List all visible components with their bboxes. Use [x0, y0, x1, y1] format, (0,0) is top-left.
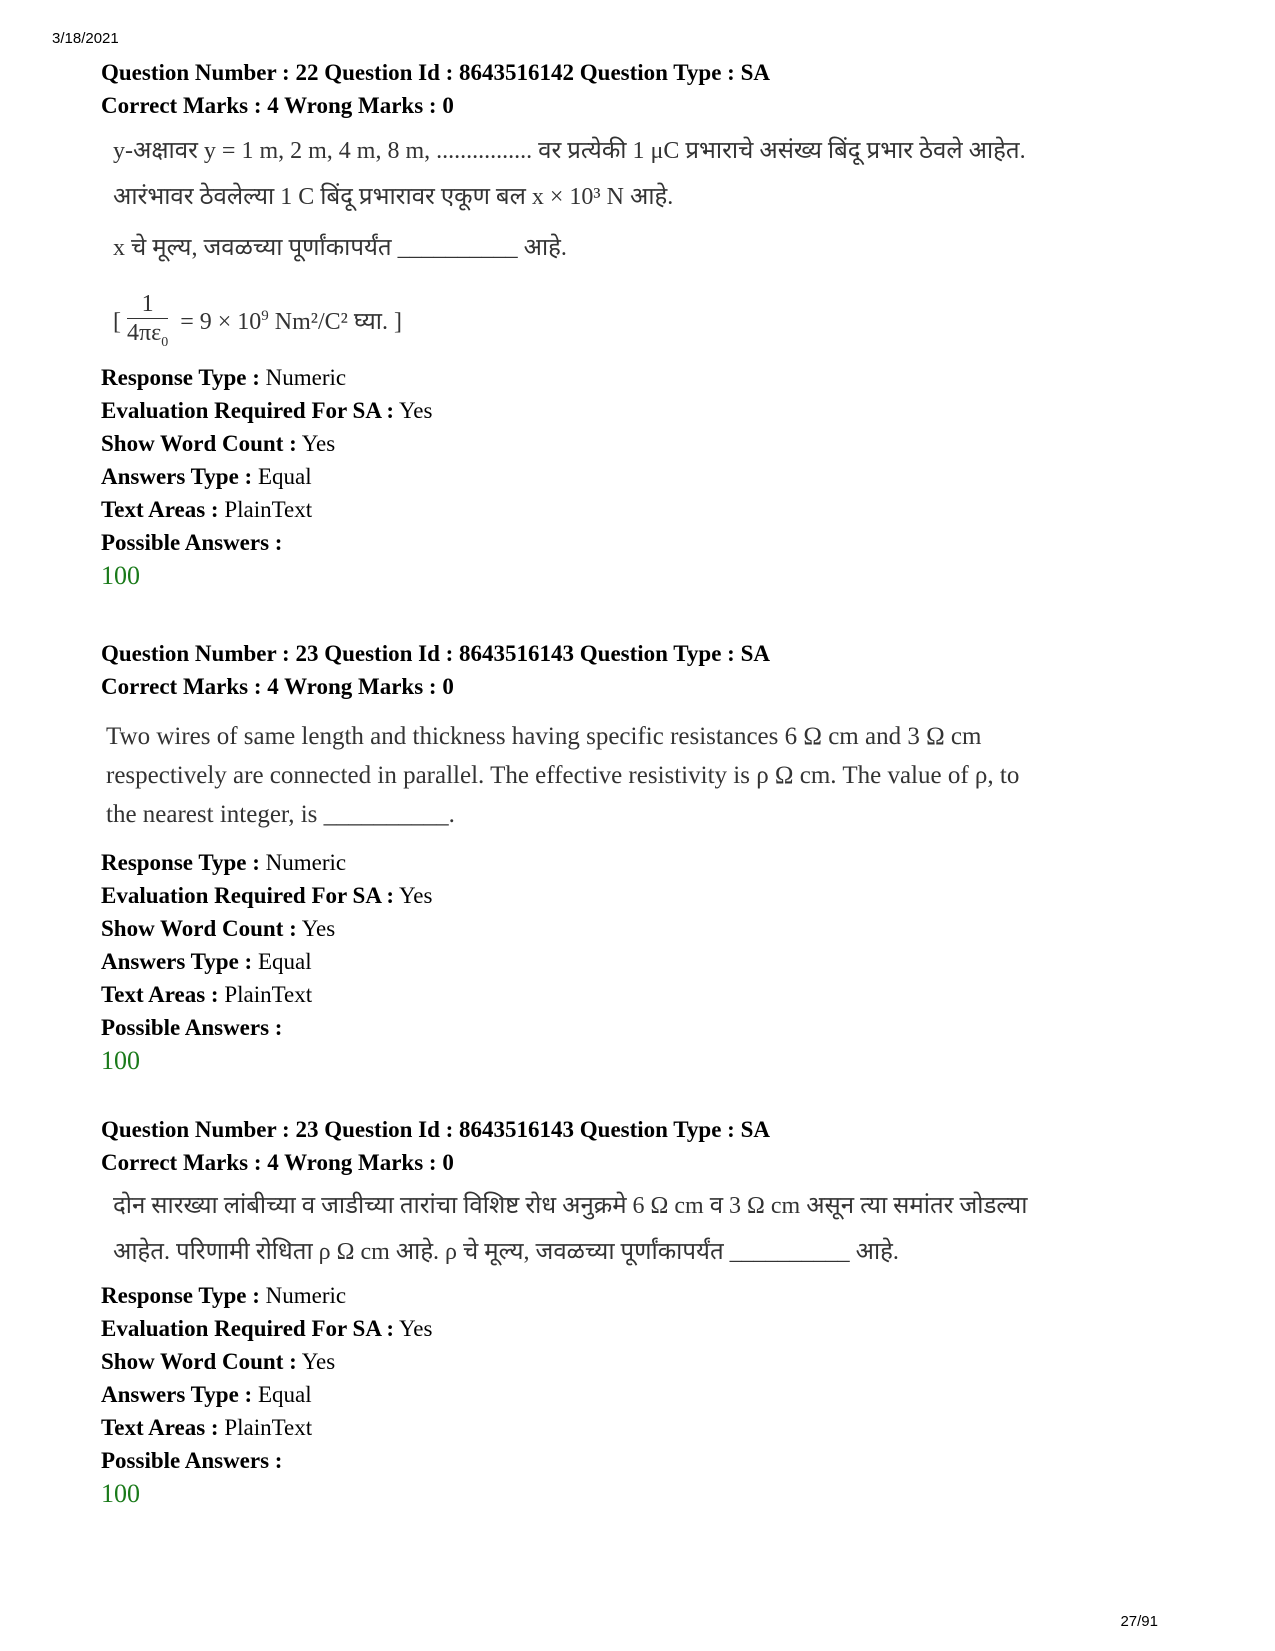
question-text-line: आहेत. परिणामी रोधिता ρ Ω cm आहे. ρ चे मूल्य, जवळच्या पूर्णांकापर्यंत __________ आहे. — [113, 1239, 899, 1265]
question-text-line: y-अक्षावर y = 1 m, 2 m, 4 m, 8 m, ................ वर प्रत्येकी 1 μC प्रभाराचे असंख्य बिंदू प्रभार ठेवले आहेत. — [113, 138, 1026, 164]
formula-open-bracket: [ — [113, 309, 121, 335]
question-title: Question Number : 22 Question Id : 8643516142 Question Type : SA — [101, 60, 770, 85]
question-text-line: respectively are connected in parallel. The effective resistivity is ρ Ω cm. The value of ρ, to — [106, 762, 1020, 789]
question-title: Question Number : 23 Question Id : 8643516143 Question Type : SA — [101, 641, 770, 666]
show-word-count: Yes — [301, 430, 336, 456]
question-title: Question Number : 23 Question Id : 8643516143 Question Type : SA — [101, 1117, 770, 1142]
show-word-count: Yes — [301, 1349, 336, 1374]
response-type: Numeric — [265, 1283, 347, 1308]
evaluation-required: Yes — [399, 397, 433, 423]
possible-answers-label: Possible Answers : — [101, 529, 283, 555]
possible-answer-value: 100 — [101, 1046, 140, 1075]
text-areas: PlainText — [224, 1415, 313, 1440]
answers-type: Equal — [257, 463, 312, 489]
question-meta: Response Type : Numeric Evaluation Required For SA : Yes Show Word Count : Yes Answers Type : Equal Text Areas : PlainText Possible Answers : 100 — [101, 1279, 1181, 1511]
question-block-23-en — [101, 637, 1181, 1078]
print-date: 3/18/2021 — [52, 30, 119, 47]
evaluation-required: Yes — [399, 883, 433, 908]
question-text-line: दोन सारख्या लांबीच्या व जाडीच्या तारांचा विशिष्ट रोध अनुक्रमे 6 Ω cm व 3 Ω cm असून त्या समांतर जोडल्या — [113, 1193, 1028, 1219]
possible-answers-label: Possible Answers : — [101, 1015, 283, 1040]
possible-answer-value: 100 — [101, 1479, 140, 1508]
question-block-22 — [101, 56, 1181, 593]
question-marks: Correct Marks : 4 Wrong Marks : 0 — [101, 1150, 454, 1175]
response-type: Numeric — [265, 850, 347, 875]
formula-fraction — [127, 290, 168, 357]
formula-tail: घ्या. ] — [353, 309, 402, 335]
possible-answer-value: 100 — [101, 560, 140, 590]
answers-type: Equal — [257, 1382, 312, 1407]
question-meta: Response Type : Numeric Evaluation Required For SA : Yes Show Word Count : Yes Answers Type : Equal Text Areas : PlainText Possible Answers : 100 — [101, 361, 1181, 593]
possible-answers-label: Possible Answers : — [101, 1448, 283, 1473]
question-text-line: Two wires of same length and thickness having specific resistances 6 Ω cm and 3 Ω cm — [106, 723, 982, 750]
answers-type: Equal — [257, 949, 312, 974]
text-areas: PlainText — [224, 982, 313, 1007]
question-text-line: आरंभावर ठेवलेल्या 1 C बिंदू प्रभारावर एकूण बल x × 10³ N आहे. — [113, 184, 674, 210]
question-meta: Response Type : Numeric Evaluation Required For SA : Yes Show Word Count : Yes Answers Type : Equal Text Areas : PlainText Possible Answers : 100 — [101, 846, 1181, 1078]
question-text — [113, 128, 1181, 357]
show-word-count: Yes — [301, 916, 336, 941]
formula-numerator: 1 — [127, 290, 168, 319]
formula-unit: Nm²/C² — [274, 309, 348, 335]
question-text-line: the nearest integer, is __________. — [106, 801, 455, 828]
question-text — [113, 1183, 1181, 1275]
formula-line — [113, 286, 1181, 357]
question-block-23-mr — [101, 1113, 1181, 1511]
page-number: 27/91 — [1120, 1613, 1158, 1630]
question-marks: Correct Marks : 4 Wrong Marks : 0 — [101, 93, 454, 118]
formula-exponent: 9 — [261, 308, 269, 324]
formula-denominator: $4\pi\varepsilon_0$ — [127, 320, 169, 350]
question-marks: Correct Marks : 4 Wrong Marks : 0 — [101, 674, 454, 699]
question-text — [106, 717, 1181, 834]
response-type: Numeric — [265, 364, 347, 390]
text-areas: PlainText — [224, 496, 313, 522]
question-text-line: x चे मूल्य, जवळच्या पूर्णांकापर्यंत __________ आहे. — [113, 235, 567, 261]
formula-value: = 9 × 10 — [180, 309, 262, 335]
evaluation-required: Yes — [399, 1316, 433, 1341]
